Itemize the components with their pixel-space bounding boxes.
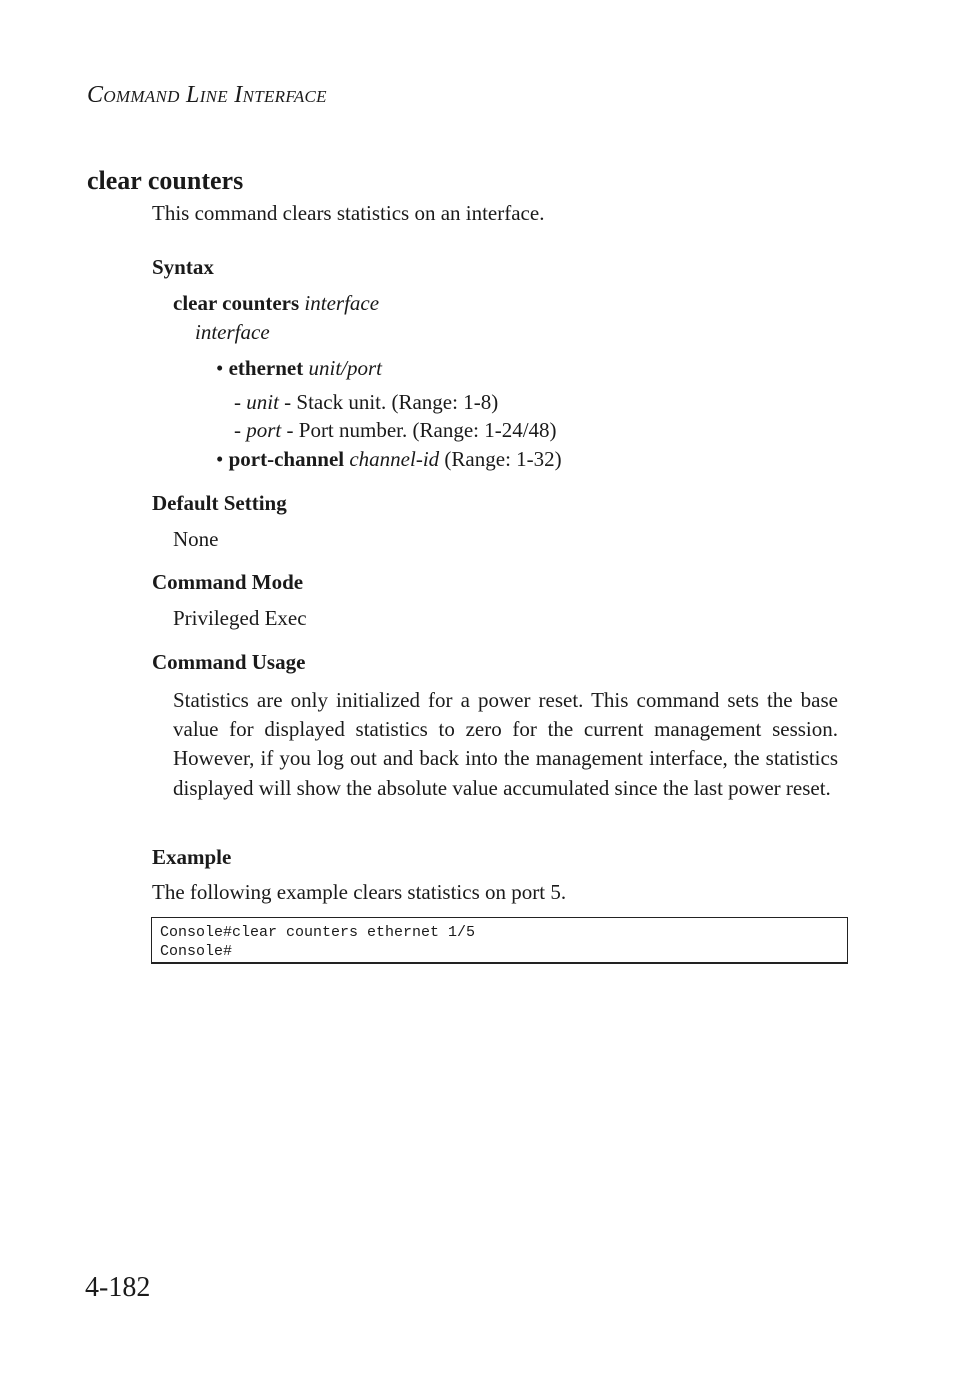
bullet-dot: • [216,447,224,471]
example-intro: The following example clears statistics on port 5. [152,880,567,904]
command-title: clear counters [87,166,244,195]
example-heading: Example [152,845,232,869]
unit-desc: - Stack unit. (Range: 1-8) [278,390,499,414]
port-channel-range: (Range: 1-32) [439,447,562,471]
unit-name: unit [246,390,279,414]
ethernet-keyword: ethernet [228,356,304,380]
ethernet-args: unit/port [308,356,383,380]
running-header-word: INTERFACE [234,82,327,108]
code-example-box [151,917,848,964]
syntax-command: clear counters [173,291,300,315]
running-header-word: COMMAND [87,82,180,108]
port-channel-args: channel-id [349,447,440,471]
syntax-line [173,291,379,316]
param-name: interface [195,320,270,344]
default-setting-heading: Default Setting [152,491,287,515]
sub-item-port [234,418,557,443]
running-header [87,82,327,109]
code-line: Console#clear counters ethernet 1/5 [160,924,476,941]
running-header-word: LINE [186,82,228,108]
command-usage-text: Statistics are only initialized for a power reset. This command sets the base value for displayed statistics to zero for the current management session. However, if you log out and back into the management interface, the statistics displayed will show the absolute value accumulated since the last power reset. [173,688,838,800]
syntax-argument: interface [304,291,380,315]
default-setting-value: None [173,527,219,551]
bullet-dot: • [216,356,224,380]
sub-item-unit [234,390,498,415]
bullet-port-channel [216,447,562,472]
command-mode-value: Privileged Exec [173,606,307,630]
command-mode-heading: Command Mode [152,570,304,594]
command-description: This command clears statistics on an interface. [152,201,545,225]
dash: - [234,418,241,442]
dash: - [234,390,241,414]
port-name: port [246,418,282,442]
syntax-heading: Syntax [152,255,214,279]
command-usage-heading: Command Usage [152,650,306,674]
port-channel-keyword: port-channel [228,447,345,471]
port-desc: - Port number. (Range: 1-24/48) [281,418,557,442]
code-line: Console# [160,943,233,960]
page-number: 4-182 [85,1272,151,1303]
bullet-ethernet [216,356,382,381]
